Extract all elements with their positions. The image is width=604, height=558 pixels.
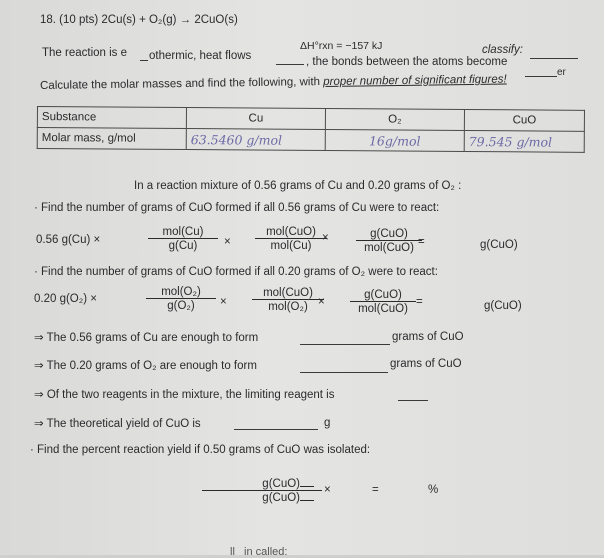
- bonds-suffix: er: [557, 67, 566, 78]
- molar-mass-table: [37, 106, 585, 153]
- part1-prompt: · Find the number of grams of CuO formed if all 0.56 grams of Cu were to react:: [34, 202, 440, 214]
- table-header: CuO: [464, 109, 584, 131]
- theoretical-yield-unit: g: [324, 417, 331, 429]
- part2-start: 0.20 g(O₂) ×: [34, 293, 97, 305]
- equals-sign: =: [416, 296, 423, 308]
- o2-form-statement: ⇒ The 0.20 grams of O₂ are enough to form: [34, 360, 257, 372]
- mixture-statement: In a reaction mixture of 0.56 grams of Cu and 0.20 grams of O₂ :: [134, 180, 462, 192]
- equals-sign: =: [372, 484, 379, 496]
- part2-prompt: · Find the number of grams of CuO formed if all 0.20 grams of O₂ were to react:: [34, 266, 438, 278]
- instruction-main: Calculate the molar masses and find the following, with: [40, 76, 321, 92]
- theoretical-yield-statement: ⇒ The theoretical yield of CuO is: [34, 418, 201, 430]
- percent-yield-fraction: [202, 478, 322, 504]
- reaction-type-text-b: othermic, heat flows: [149, 50, 252, 62]
- times-sign: ×: [322, 232, 329, 244]
- part2-factor2: mol(CuO) mol(O₂): [252, 287, 324, 313]
- table-header: O₂: [325, 109, 464, 131]
- cut-off-footer-text: ll in called:: [230, 546, 288, 558]
- numerator-blank[interactable]: [300, 486, 314, 487]
- cu-form-unit: grams of CuO: [392, 331, 464, 343]
- part2-factor3: g(CuO) mol(CuO): [350, 289, 416, 315]
- part1-factor3: g(CuO) mol(CuO): [356, 228, 422, 254]
- cu-molar-mass-answer[interactable]: 63.5460 g/mol: [186, 129, 325, 151]
- theoretical-yield-blank[interactable]: [234, 429, 318, 430]
- enthalpy-value: ΔH°rxn = −157 kJ: [300, 40, 383, 52]
- cu-form-statement: ⇒ The 0.56 grams of Cu are enough to form: [34, 332, 259, 344]
- part1-factor1: mol(Cu) g(Cu): [148, 226, 218, 252]
- heat-flow-blank[interactable]: [276, 64, 304, 65]
- part1-factor2: mol(CuO) mol(Cu): [255, 226, 327, 252]
- part2-result-unit: g(CuO): [484, 300, 522, 312]
- reaction-type-text-a: The reaction is e: [42, 47, 128, 59]
- limiting-reagent-statement: ⇒ Of the two reagents in the mixture, the limiting reagent is: [34, 389, 335, 401]
- reaction-type-blank[interactable]: [140, 60, 148, 61]
- instruction-text: [40, 73, 507, 92]
- times-sign: ×: [318, 296, 325, 308]
- percent-yield-numerator: g(CuO): [262, 478, 300, 490]
- table-header: Substance: [37, 107, 186, 129]
- equals-sign: =: [418, 236, 425, 248]
- times-sign: ×: [324, 484, 331, 496]
- o2-molar-mass-answer[interactable]: 16g/mol: [325, 130, 464, 152]
- o2-form-unit: grams of CuO: [390, 358, 462, 370]
- instruction-underlined: proper number of significant figures!: [323, 73, 507, 89]
- times-sign: ×: [220, 296, 227, 308]
- o2-form-blank[interactable]: [300, 372, 388, 373]
- question-title: 18. (10 pts) 2Cu(s) + O₂(g) → 2CuO(s): [40, 14, 238, 26]
- part1-result-unit: g(CuO): [480, 239, 518, 251]
- table-row-label: Molar mass, g/mol: [37, 128, 186, 150]
- percent-sign: %: [428, 484, 439, 496]
- bonds-text: , the bonds between the atoms become: [306, 56, 508, 68]
- classify-label: classify:: [482, 44, 523, 56]
- part1-start: 0.56 g(Cu) ×: [36, 234, 101, 246]
- table-header: Cu: [186, 108, 325, 130]
- table-row: [37, 128, 584, 153]
- bonds-blank[interactable]: [525, 76, 557, 77]
- cuo-molar-mass-answer[interactable]: 79.545 g/mol: [464, 130, 584, 152]
- denominator-blank[interactable]: [300, 500, 314, 501]
- part2-factor1: mol(O₂) g(O₂): [146, 286, 216, 312]
- limiting-reagent-blank[interactable]: [398, 400, 428, 401]
- cu-form-blank[interactable]: [300, 344, 390, 345]
- classify-blank[interactable]: [530, 58, 578, 59]
- percent-yield-denominator: g(CuO): [262, 492, 300, 504]
- percent-yield-prompt: · Find the percent reaction yield if 0.50 grams of CuO was isolated:: [30, 444, 371, 456]
- times-sign: ×: [224, 236, 231, 248]
